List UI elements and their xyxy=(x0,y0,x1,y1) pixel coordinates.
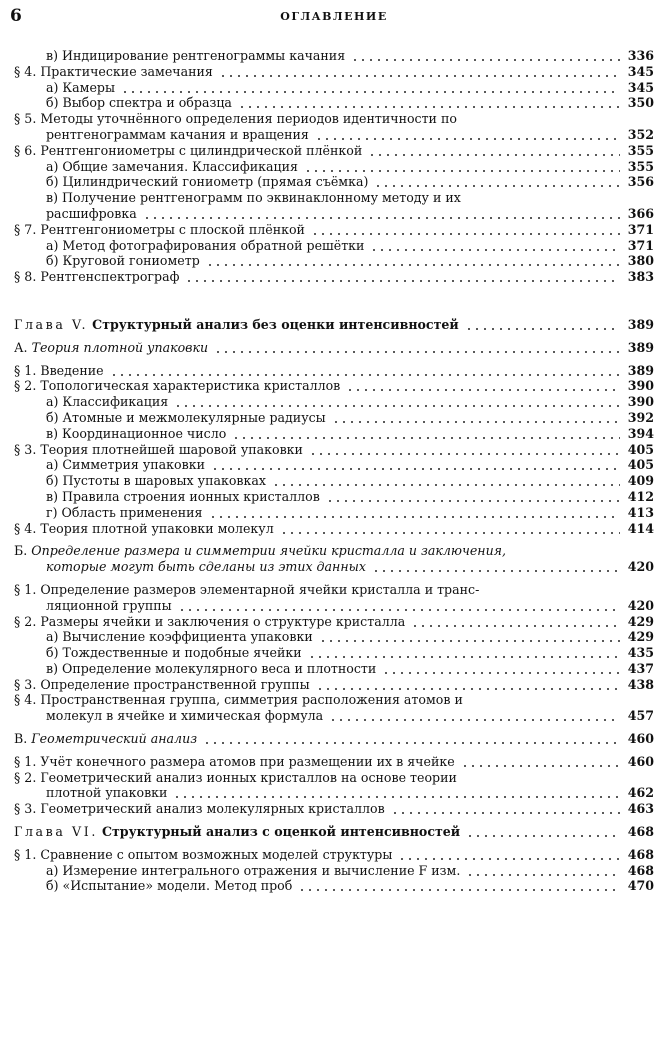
dot-leader xyxy=(178,598,620,614)
toc-entry-text xyxy=(14,731,197,747)
toc-entry-text: § 6. Рентгенгониометры с цилиндрической плёнкой xyxy=(14,142,363,158)
toc-entry-text: б) Цилиндрический гониометр (прямая съёмка) xyxy=(46,174,369,190)
toc-page-number: 371 xyxy=(627,221,654,237)
toc-page-number: 371 xyxy=(627,237,654,253)
dot-leader xyxy=(173,785,620,801)
dot-leader xyxy=(374,174,620,190)
toc-entry-text: в) Индицирование рентгенограммы качания xyxy=(46,48,346,63)
dot-leader xyxy=(143,206,620,222)
toc-entry-text: г) Область применения xyxy=(46,504,203,520)
toc-subsection-entry xyxy=(0,645,668,661)
toc-entry-text: § 1. Сравнение с опытом возможных моделей структуры xyxy=(14,846,393,862)
toc-entry-text: б) «Испытание» модели. Метод проб xyxy=(46,878,293,894)
toc-subsection-entry xyxy=(0,410,668,426)
toc-section-entry xyxy=(0,614,668,630)
toc-page-number: 405 xyxy=(627,441,654,457)
toc-chapter-heading xyxy=(0,317,668,333)
dot-leader xyxy=(316,677,620,693)
toc-entry-text: § 4. Пространственная группа, симметрия расположения атомов и xyxy=(14,692,463,708)
dot-leader xyxy=(308,645,620,661)
chapter-title: Структурный анализ с оценкой интенсивностей xyxy=(101,824,461,840)
toc-gap xyxy=(0,356,668,363)
toc-part-heading xyxy=(0,731,668,747)
toc-page-number: 468 xyxy=(627,824,654,840)
toc-entry-text: § 4. Теория плотной упаковки молекул xyxy=(14,520,274,536)
part-title: Геометрический анализ xyxy=(31,731,198,747)
toc-page-number: 336 xyxy=(627,48,654,63)
toc-section-entry xyxy=(0,847,668,863)
toc-page-number: 409 xyxy=(627,473,654,489)
toc-section-entry xyxy=(0,677,668,693)
toc-page-number: 468 xyxy=(627,846,654,862)
toc-gap xyxy=(0,747,668,754)
toc-page-number: 366 xyxy=(627,205,654,221)
dot-leader xyxy=(232,426,620,442)
dot-leader xyxy=(319,629,620,645)
toc-entry-text: § 4. Практические замечания xyxy=(14,63,213,79)
toc-entry-text: § 2. Геометрический анализ ионных кристаллов на основе теории xyxy=(14,769,457,785)
dot-leader xyxy=(121,80,620,96)
dot-leader xyxy=(411,614,620,630)
toc-section-entry xyxy=(0,582,668,598)
toc-entry-text: рентгенограммам качания и вращения xyxy=(46,126,309,142)
toc-entry-text: § 7. Рентгенгониометры с плоской плёнкой xyxy=(14,221,305,237)
toc-page-number: 345 xyxy=(627,63,654,79)
dot-leader xyxy=(238,95,620,111)
part-letter: А. xyxy=(14,339,28,355)
dot-leader xyxy=(391,801,620,817)
running-head: ОГЛАВЛЕНИЕ xyxy=(280,10,388,23)
toc-section-entry xyxy=(0,143,668,159)
toc-subsection-entry xyxy=(0,174,668,190)
toc-entry-text xyxy=(14,543,506,559)
toc-subsection-entry xyxy=(0,426,668,442)
dot-leader xyxy=(311,222,620,238)
toc-page-number: 390 xyxy=(627,394,654,410)
dot-leader xyxy=(309,442,620,458)
dot-leader xyxy=(466,863,620,879)
dot-leader xyxy=(185,269,620,285)
toc-page-number: 355 xyxy=(627,158,654,174)
toc-entry-text: § 1. Учёт конечного размера атомов при размещении их в ячейке xyxy=(14,753,455,769)
toc-entry-text: § 2. Топологическая характеристика кристаллов xyxy=(14,378,341,394)
toc-entry-text: § 1. Введение xyxy=(14,362,104,378)
toc-entry-text: а) Вычисление коэффициента упаковки xyxy=(46,629,313,645)
toc-page-number: 355 xyxy=(627,142,654,158)
toc-entry-continuation xyxy=(0,127,668,143)
toc-section-entry xyxy=(0,111,668,127)
toc-subsection-entry xyxy=(0,489,668,505)
dot-leader xyxy=(209,505,621,521)
toc-entry-text: ляционной группы xyxy=(46,597,172,613)
toc-page-number: 383 xyxy=(627,269,654,285)
chapter-label: Глава VI. xyxy=(14,824,98,840)
toc-entry-text: которые могут быть сделаны из этих данных xyxy=(46,559,366,575)
toc-entry-text: в) Определение молекулярного веса и плотности xyxy=(46,660,377,676)
toc-subsection-entry xyxy=(0,629,668,645)
dot-leader xyxy=(351,48,620,64)
toc-entry-text: а) Метод фотографирования обратной решётки xyxy=(46,237,365,253)
dot-leader xyxy=(466,824,620,840)
toc-entry-text: в) Координационное число xyxy=(46,425,227,441)
toc-page-number: 394 xyxy=(627,425,654,441)
toc-section-entry xyxy=(0,754,668,770)
toc-section-entry xyxy=(0,801,668,817)
toc-part-heading-continuation xyxy=(0,559,668,575)
toc-subsection-entry xyxy=(0,473,668,489)
toc-page-number: 429 xyxy=(627,613,654,629)
toc-subsection-entry xyxy=(0,159,668,175)
toc-subsection-entry xyxy=(0,238,668,254)
chapter-label: Глава V. xyxy=(14,316,89,332)
toc-part-heading xyxy=(0,340,668,356)
toc-entry-text: а) Камеры xyxy=(46,79,116,95)
toc-entry-text: б) Круговой гониометр xyxy=(46,253,200,269)
dot-leader xyxy=(346,378,620,394)
chapter-title: Структурный анализ без оценки интенсивностей xyxy=(92,316,459,332)
dot-leader xyxy=(174,394,620,410)
toc-page-number: 437 xyxy=(627,660,654,676)
toc-section-entry xyxy=(0,442,668,458)
toc-page-number: 389 xyxy=(627,362,654,378)
dot-leader xyxy=(315,127,620,143)
dot-leader xyxy=(211,457,620,473)
toc-subsection-entry xyxy=(0,394,668,410)
toc-page-number: 460 xyxy=(627,731,654,747)
toc-page-number: 420 xyxy=(627,559,654,575)
toc-page-number: 420 xyxy=(627,597,654,613)
toc-page-number: 463 xyxy=(627,801,654,817)
toc-gap xyxy=(0,310,668,317)
dot-leader xyxy=(272,473,620,489)
toc-page-number: 429 xyxy=(627,629,654,645)
dot-leader xyxy=(206,253,620,269)
toc-entry-text: § 1. Определение размеров элементарной ячейки кристалла и транс- xyxy=(14,581,480,597)
toc-gap xyxy=(0,817,668,824)
dot-leader xyxy=(332,410,620,426)
toc-entry-text: § 2. Размеры ячейки и заключения о структуре кристалла xyxy=(14,613,406,629)
toc-entry-text: в) Получение рентгенограмм по эквинаклонному методу и их xyxy=(46,190,461,206)
toc-section-entry xyxy=(0,692,668,708)
dot-leader xyxy=(203,731,620,747)
toc-page-number: 350 xyxy=(627,95,654,111)
toc-page-number: 345 xyxy=(627,79,654,95)
dot-leader xyxy=(110,363,620,379)
toc-section-entry xyxy=(0,64,668,80)
toc-page-number: 405 xyxy=(627,457,654,473)
toc-entry-text: а) Общие замечания. Классификация xyxy=(46,158,298,174)
toc-subsection-entry xyxy=(0,80,668,96)
toc-page-number: 414 xyxy=(627,520,654,536)
toc-entry-continuation xyxy=(0,708,668,724)
toc-subsection-entry xyxy=(0,878,668,894)
toc-page-number: 435 xyxy=(627,645,654,661)
dot-leader xyxy=(214,340,620,356)
toc-gap xyxy=(0,840,668,847)
toc-section-entry xyxy=(0,363,668,379)
toc-page-number: 460 xyxy=(627,753,654,769)
toc-entry-text xyxy=(14,340,208,356)
toc-entry-text: § 5. Методы уточнённого определения периодов идентичности по xyxy=(14,111,457,127)
toc-section-entry xyxy=(0,269,668,285)
toc-subsection-entry xyxy=(0,48,668,64)
toc-page-number: 352 xyxy=(627,126,654,142)
dot-leader xyxy=(326,489,620,505)
toc-subsection-entry xyxy=(0,661,668,677)
toc-subsection-entry xyxy=(0,863,668,879)
page-number: 6 xyxy=(10,6,22,26)
part-letter: В. xyxy=(14,731,28,747)
toc-page-number: 392 xyxy=(627,409,654,425)
toc-gap xyxy=(0,285,668,310)
toc-entry-continuation xyxy=(0,598,668,614)
toc-gap xyxy=(0,724,668,731)
toc-entry-text: а) Симметрия упаковки xyxy=(46,457,205,473)
toc-entry-text xyxy=(14,317,459,333)
toc-entry-text: б) Пустоты в шаровых упаковках xyxy=(46,473,266,489)
toc-page-number: 457 xyxy=(627,708,654,724)
page-header xyxy=(0,6,668,30)
toc-part-heading xyxy=(0,543,668,559)
toc-gap xyxy=(0,575,668,582)
toc-subsection-entry xyxy=(0,95,668,111)
part-letter: Б. xyxy=(14,543,28,559)
toc-subsection-entry xyxy=(0,457,668,473)
toc-page-number: 412 xyxy=(627,488,654,504)
toc-page-number: 462 xyxy=(627,785,654,801)
toc-gap xyxy=(0,536,668,543)
toc-entry-text: расшифровка xyxy=(46,205,137,221)
toc-entry-text: плотной упаковки xyxy=(46,785,168,801)
toc-entry-text: § 3. Теория плотнейшей шаровой упаковки xyxy=(14,441,303,457)
toc-gap xyxy=(0,333,668,340)
toc-entry-text xyxy=(14,824,460,840)
dot-leader xyxy=(461,754,620,770)
dot-leader xyxy=(280,521,620,537)
toc-section-entry xyxy=(0,222,668,238)
toc-entry-continuation xyxy=(0,206,668,222)
toc-section-entry xyxy=(0,770,668,786)
toc-page-number: 470 xyxy=(627,878,654,894)
toc-entry-text: молекул в ячейке и химическая формула xyxy=(46,708,324,724)
dot-leader xyxy=(398,847,620,863)
toc-page-number: 389 xyxy=(627,339,654,355)
toc-page-number: 390 xyxy=(627,378,654,394)
toc-page-number: 380 xyxy=(627,253,654,269)
toc-entry-text: а) Классификация xyxy=(46,394,169,410)
toc-page-number: 468 xyxy=(627,862,654,878)
table-of-contents xyxy=(0,48,668,894)
toc-entry-text: а) Измерение интегрального отражения и вычисление F изм. xyxy=(46,862,461,878)
dot-leader xyxy=(465,317,620,333)
toc-entry-text: б) Выбор спектра и образца xyxy=(46,95,232,111)
toc-entry-text: в) Правила строения ионных кристаллов xyxy=(46,488,320,504)
dot-leader xyxy=(329,708,620,724)
toc-subsection-entry xyxy=(0,505,668,521)
dot-leader xyxy=(304,159,620,175)
toc-chapter-heading xyxy=(0,824,668,840)
part-title: Теория плотной упаковки xyxy=(31,339,209,355)
toc-subsection-entry xyxy=(0,253,668,269)
toc-entry-text: б) Атомные и межмолекулярные радиусы xyxy=(46,409,326,425)
toc-section-entry xyxy=(0,378,668,394)
dot-leader xyxy=(382,661,620,677)
dot-leader xyxy=(368,143,620,159)
toc-entry-continuation xyxy=(0,785,668,801)
toc-entry-text: § 3. Определение пространственной группы xyxy=(14,676,310,692)
toc-page-number: 356 xyxy=(627,174,654,190)
toc-entry-text: б) Тождественные и подобные ячейки xyxy=(46,645,302,661)
toc-subsection-entry xyxy=(0,190,668,206)
toc-entry-text: § 3. Геометрический анализ молекулярных кристаллов xyxy=(14,801,385,817)
toc-entry-text: § 8. Рентгенспектрограф xyxy=(14,269,180,285)
dot-leader xyxy=(370,238,620,254)
dot-leader xyxy=(372,559,620,575)
toc-page-number: 438 xyxy=(627,676,654,692)
toc-section-entry xyxy=(0,521,668,537)
dot-leader xyxy=(298,878,620,894)
toc-page-number: 389 xyxy=(627,316,654,332)
dot-leader xyxy=(219,64,620,80)
toc-page-number: 413 xyxy=(627,504,654,520)
part-title: Определение размера и симметрии ячейки кристалла и заключения, xyxy=(31,543,507,559)
